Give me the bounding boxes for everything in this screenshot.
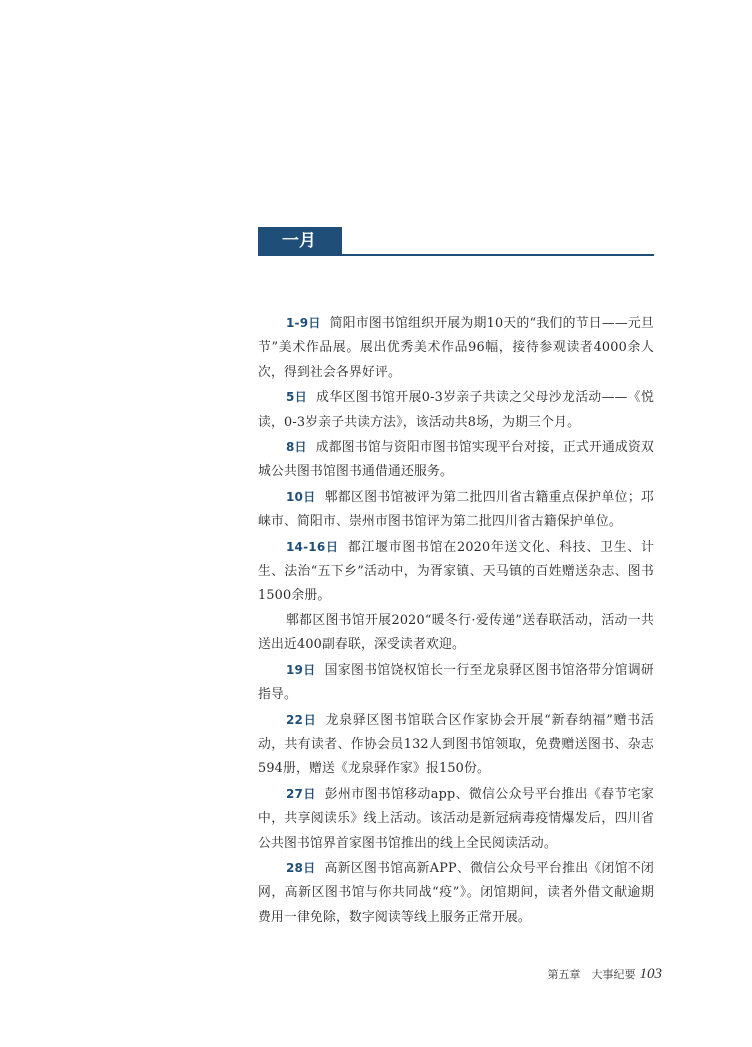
event-date: 28日 — [286, 860, 316, 875]
event-entry — [258, 385, 654, 435]
event-entry — [258, 435, 654, 485]
event-entry — [258, 609, 654, 658]
event-entry — [258, 485, 654, 535]
event-date: 10日 — [286, 489, 316, 504]
event-entry — [258, 856, 654, 930]
event-text: 简阳市图书馆组织开展为期10天的“我们的节日——元旦节”美术作品展。展出优秀美术作品96幅，接待参观读者4000余人次，得到社会各界好评。 — [258, 316, 654, 380]
page-footer — [536, 966, 662, 983]
event-list — [258, 311, 654, 930]
event-entry — [258, 782, 654, 856]
event-date: 22日 — [286, 712, 317, 727]
page-number: 103 — [639, 966, 662, 982]
event-text: 高新区图书馆高新APP、微信公众号平台推出《闭馆不闭网，高新区图书馆与你共同战“疫”》。闭馆期间，读者外借文献逾期费用一律免除，数字阅读等线上服务正常开展。 — [258, 860, 654, 925]
chapter-label: 第五章 大事纪要 — [547, 968, 636, 981]
section-header — [258, 227, 654, 255]
event-entry — [258, 311, 654, 385]
event-date: 14-16日 — [286, 539, 339, 554]
event-entry — [258, 708, 654, 782]
event-text: 都江堰市图书馆在2020年送文化、科技、卫生、计生、法治“五下乡”活动中，为胥家镇、天马镇的百姓赠送杂志、图书1500余册。 — [258, 539, 654, 604]
section-title: 一月 — [258, 227, 342, 255]
event-entry — [258, 535, 654, 609]
event-text: 郫都区图书馆被评为第二批四川省古籍重点保护单位；邛崃市、简阳市、崇州市图书馆评为第二批四川省古籍保护单位。 — [258, 489, 654, 530]
event-text: 国家图书馆饶权馆长一行至龙泉驿区图书馆洛带分馆调研指导。 — [258, 662, 654, 703]
event-text: 彭州市图书馆移动app、微信公众号平台推出《春节宅家中，共享阅读乐》线上活动。该活动是新冠病毒疫情爆发后，四川省公共图书馆界首家图书馆推出的线上全民阅读活动。 — [258, 786, 654, 851]
event-text: 成都图书馆与资阳市图书馆实现平台对接，正式开通成资双城公共图书馆图书通借通还服务。 — [258, 440, 655, 480]
event-date: 19日 — [286, 662, 316, 677]
event-date: 5日 — [286, 390, 308, 405]
event-date: 27日 — [286, 786, 316, 801]
section-divider — [258, 254, 654, 256]
event-text: 郫都区图书馆开展2020“暖冬行·爱传递”送春联活动，活动一共送出近400副春联，深受读者欢迎。 — [258, 612, 654, 653]
event-date: 8日 — [286, 440, 307, 455]
event-date: 1-9日 — [286, 316, 321, 330]
event-text: 龙泉驿区图书馆联合区作家协会开展“新春纳福”赠书活动，共有读者、作协会员132人到图书馆领取，免费赠送图书、杂志594册，赠送《龙泉驿作家》报150份。 — [258, 712, 654, 777]
event-entry — [258, 658, 654, 708]
event-text: 成华区图书馆开展0-3岁亲子共读之父母沙龙活动——《悦读，0-3岁亲子共读方法》，该活动共8场，为期三个月。 — [258, 390, 655, 430]
